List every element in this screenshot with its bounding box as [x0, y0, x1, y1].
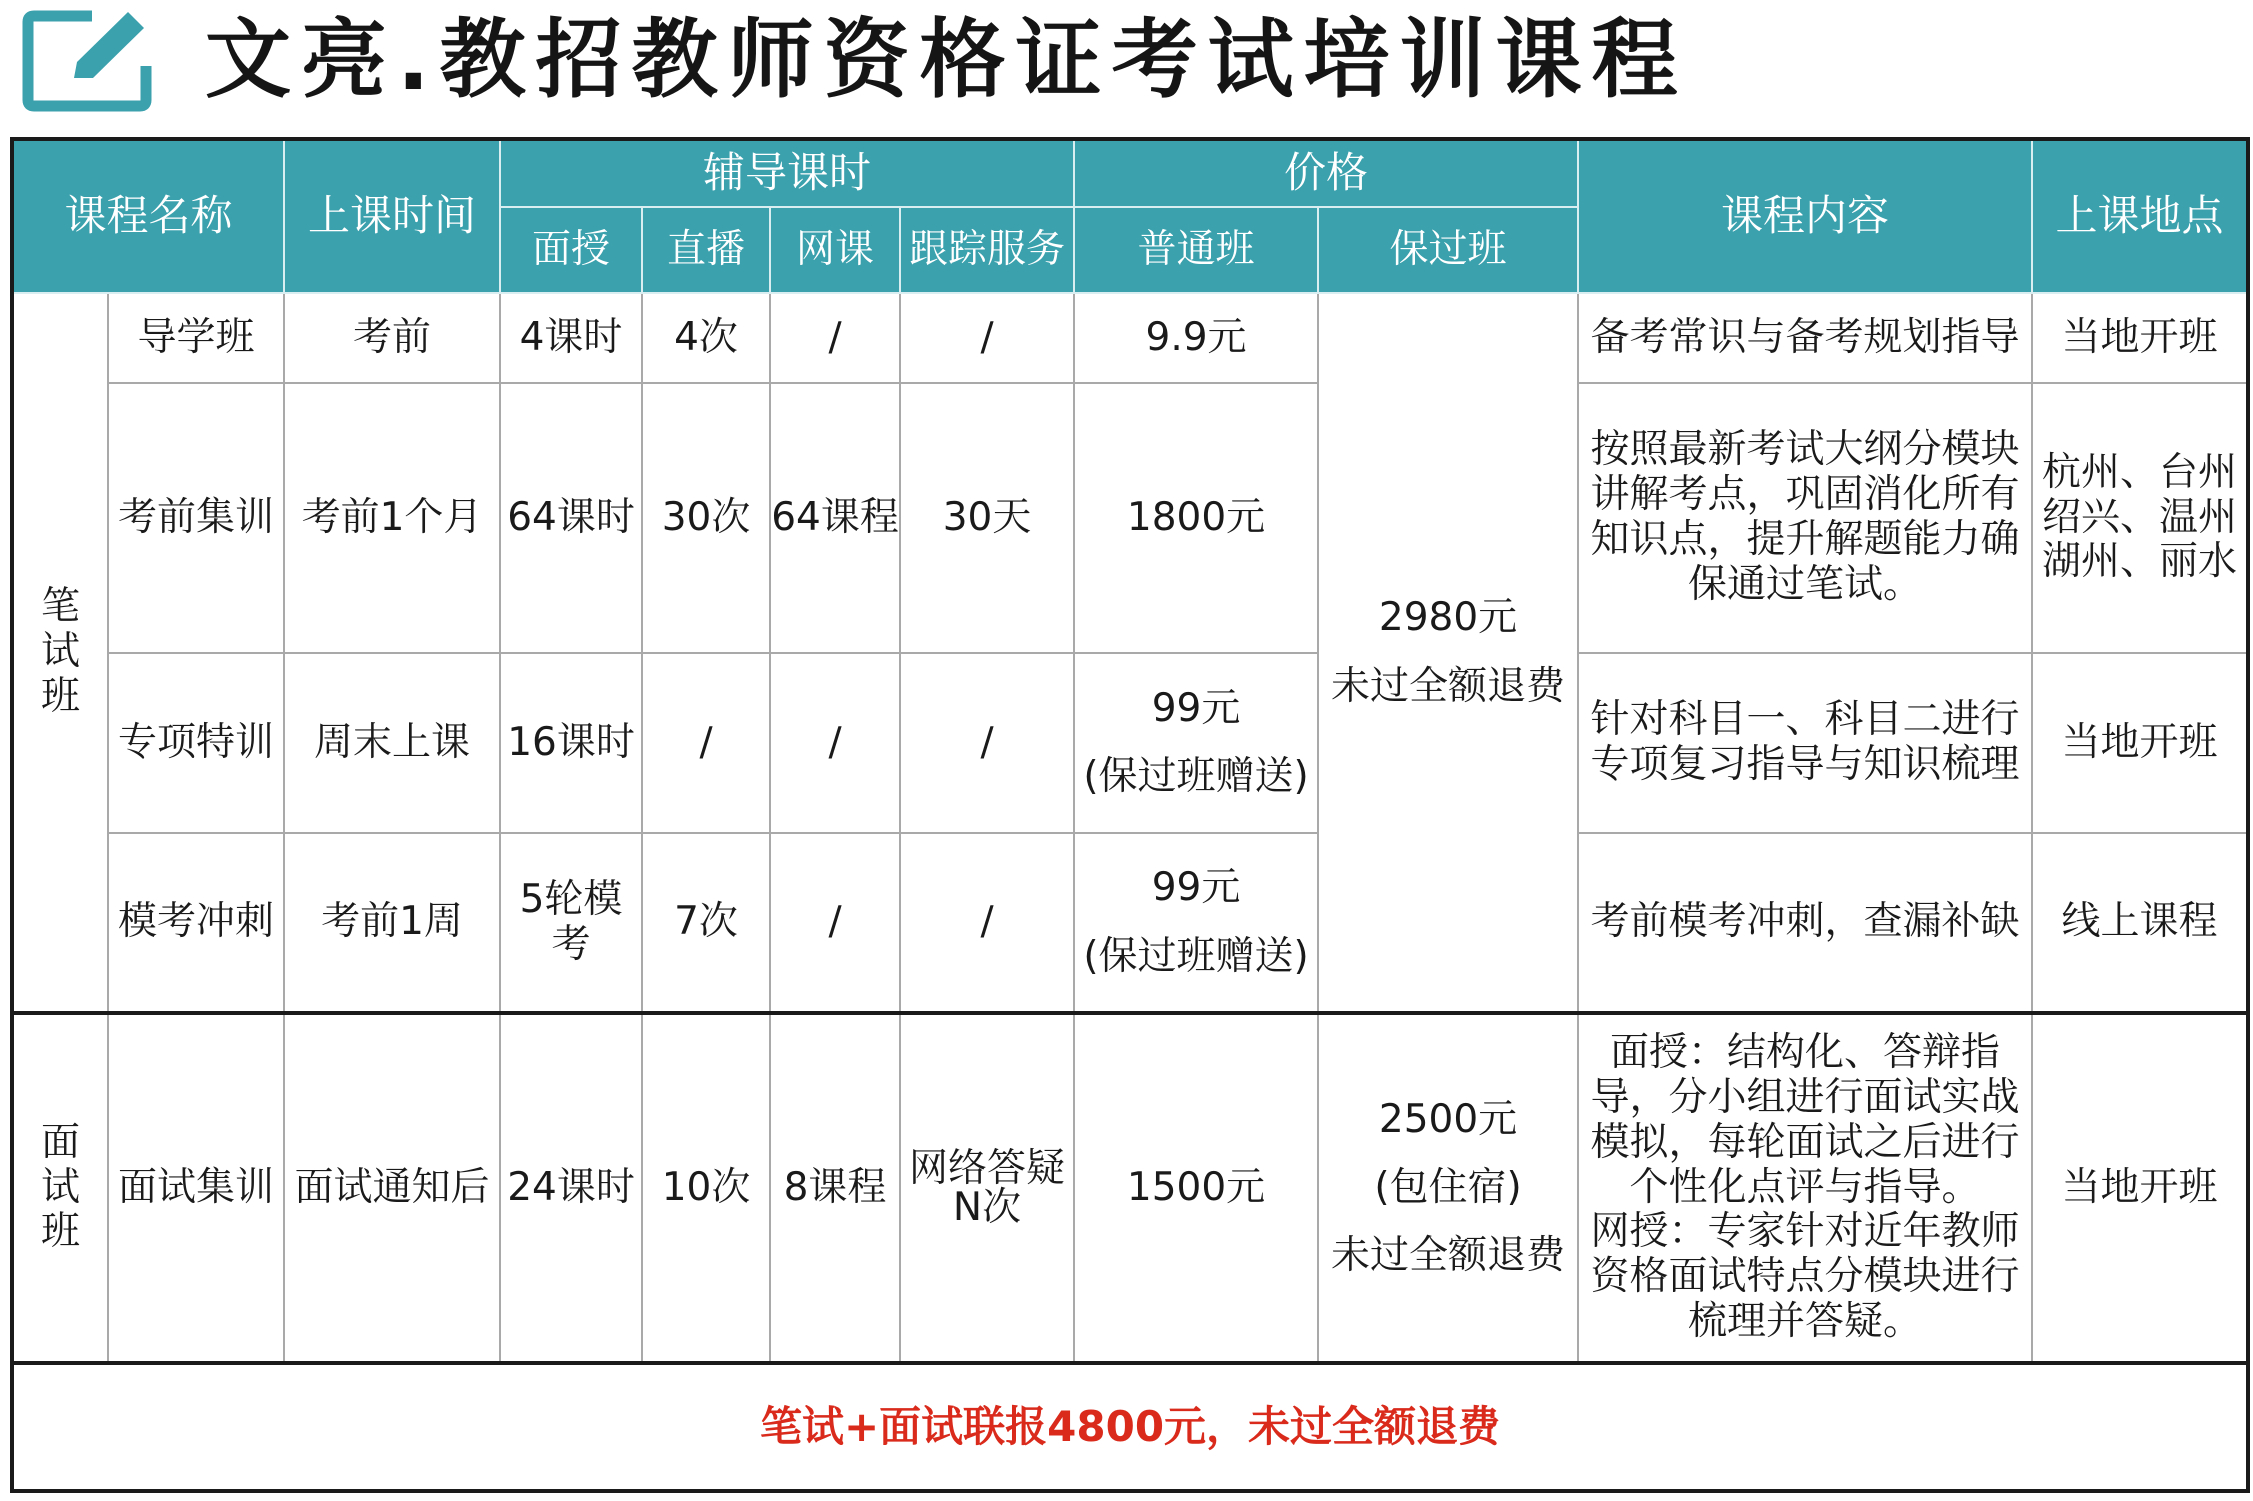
- header-location: 上课地点: [2032, 139, 2248, 293]
- course-name: 模考冲刺: [108, 833, 284, 1013]
- edit-icon: [22, 8, 152, 113]
- page-header: [0, 0, 2253, 125]
- page-title: 文亮.教招教师资格证考试培训课程: [205, 10, 1688, 110]
- header-content: 课程内容: [1578, 139, 2032, 293]
- course-name: 考前集训: [108, 383, 284, 653]
- header-guaranteed: 保过班: [1318, 207, 1578, 293]
- course-location: 当地开班: [2032, 293, 2248, 383]
- course-time: 面试通知后: [284, 1013, 500, 1363]
- online-count: /: [770, 653, 900, 833]
- guaranteed-price-interview: 2500元 (包住宿) 未过全额退费: [1318, 1013, 1578, 1363]
- tracking-service: 网络答疑 N次: [900, 1013, 1074, 1363]
- course-content: 按照最新考试大纲分模块讲解考点，巩固消化所有知识点，提升解题能力确保通过笔试。: [1578, 383, 2032, 653]
- online-count: 8课程: [770, 1013, 900, 1363]
- course-time: 周末上课: [284, 653, 500, 833]
- course-name: 导学班: [108, 293, 284, 383]
- header-price: 价格: [1074, 139, 1578, 207]
- table-row: [12, 383, 2248, 653]
- course-content: 针对科目一、科目二进行专项复习指导与知识梳理: [1578, 653, 2032, 833]
- tracking-service: /: [900, 833, 1074, 1013]
- regular-price: 1500元: [1074, 1013, 1318, 1363]
- header-live: 直播: [642, 207, 770, 293]
- header-tutoring-hours: 辅导课时: [500, 139, 1074, 207]
- course-time: 考前1个月: [284, 383, 500, 653]
- course-time: 考前1周: [284, 833, 500, 1013]
- face-hours: 16课时: [500, 653, 642, 833]
- bundle-offer: 笔试+面试联报4800元，未过全额退费: [12, 1363, 2248, 1491]
- course-name: 专项特训: [108, 653, 284, 833]
- header-face: 面授: [500, 207, 642, 293]
- regular-price: 99元 (保过班赠送): [1074, 653, 1318, 833]
- table-row: [12, 1013, 2248, 1363]
- course-location: 杭州、台州 绍兴、温州 湖州、丽水: [2032, 383, 2248, 653]
- course-time: 考前: [284, 293, 500, 383]
- table-row: [12, 293, 2248, 383]
- header-regular: 普通班: [1074, 207, 1318, 293]
- header-online: 网课: [770, 207, 900, 293]
- live-count: 10次: [642, 1013, 770, 1363]
- tracking-service: /: [900, 293, 1074, 383]
- course-location: 线上课程: [2032, 833, 2248, 1013]
- tracking-service: 30天: [900, 383, 1074, 653]
- course-location: 当地开班: [2032, 653, 2248, 833]
- course-content: 考前模考冲刺，查漏补缺: [1578, 833, 2032, 1013]
- online-count: 64课程: [770, 383, 900, 653]
- face-hours: 4课时: [500, 293, 642, 383]
- face-hours: 64课时: [500, 383, 642, 653]
- regular-price: 1800元: [1074, 383, 1318, 653]
- table-row: [12, 833, 2248, 1013]
- group-label-interview: 面 试 班: [12, 1013, 108, 1363]
- course-name: 面试集训: [108, 1013, 284, 1363]
- face-hours: 5轮模考: [500, 833, 642, 1013]
- regular-price: 99元 (保过班赠送): [1074, 833, 1318, 1013]
- table-row: [12, 653, 2248, 833]
- header-course-name: 课程名称: [12, 139, 284, 293]
- online-count: /: [770, 293, 900, 383]
- live-count: 7次: [642, 833, 770, 1013]
- course-location: 当地开班: [2032, 1013, 2248, 1363]
- course-content: 面授：结构化、答辩指导，分小组进行面试实战模拟，每轮面试之后进行个性化点评与指导。 网授：专家针对近年教师资格面试特点分模块进行梳理并答疑。: [1578, 1013, 2032, 1363]
- live-count: /: [642, 653, 770, 833]
- course-table: [10, 137, 2250, 1493]
- course-content: 备考常识与备考规划指导: [1578, 293, 2032, 383]
- header-time: 上课时间: [284, 139, 500, 293]
- table-row: [12, 1363, 2248, 1491]
- online-count: /: [770, 833, 900, 1013]
- group-label-written: 笔 试 班: [12, 293, 108, 1013]
- regular-price: 9.9元: [1074, 293, 1318, 383]
- face-hours: 24课时: [500, 1013, 642, 1363]
- live-count: 30次: [642, 383, 770, 653]
- tracking-service: /: [900, 653, 1074, 833]
- live-count: 4次: [642, 293, 770, 383]
- header-tracking: 跟踪服务: [900, 207, 1074, 293]
- guaranteed-price-written: 2980元 未过全额退费: [1318, 293, 1578, 1013]
